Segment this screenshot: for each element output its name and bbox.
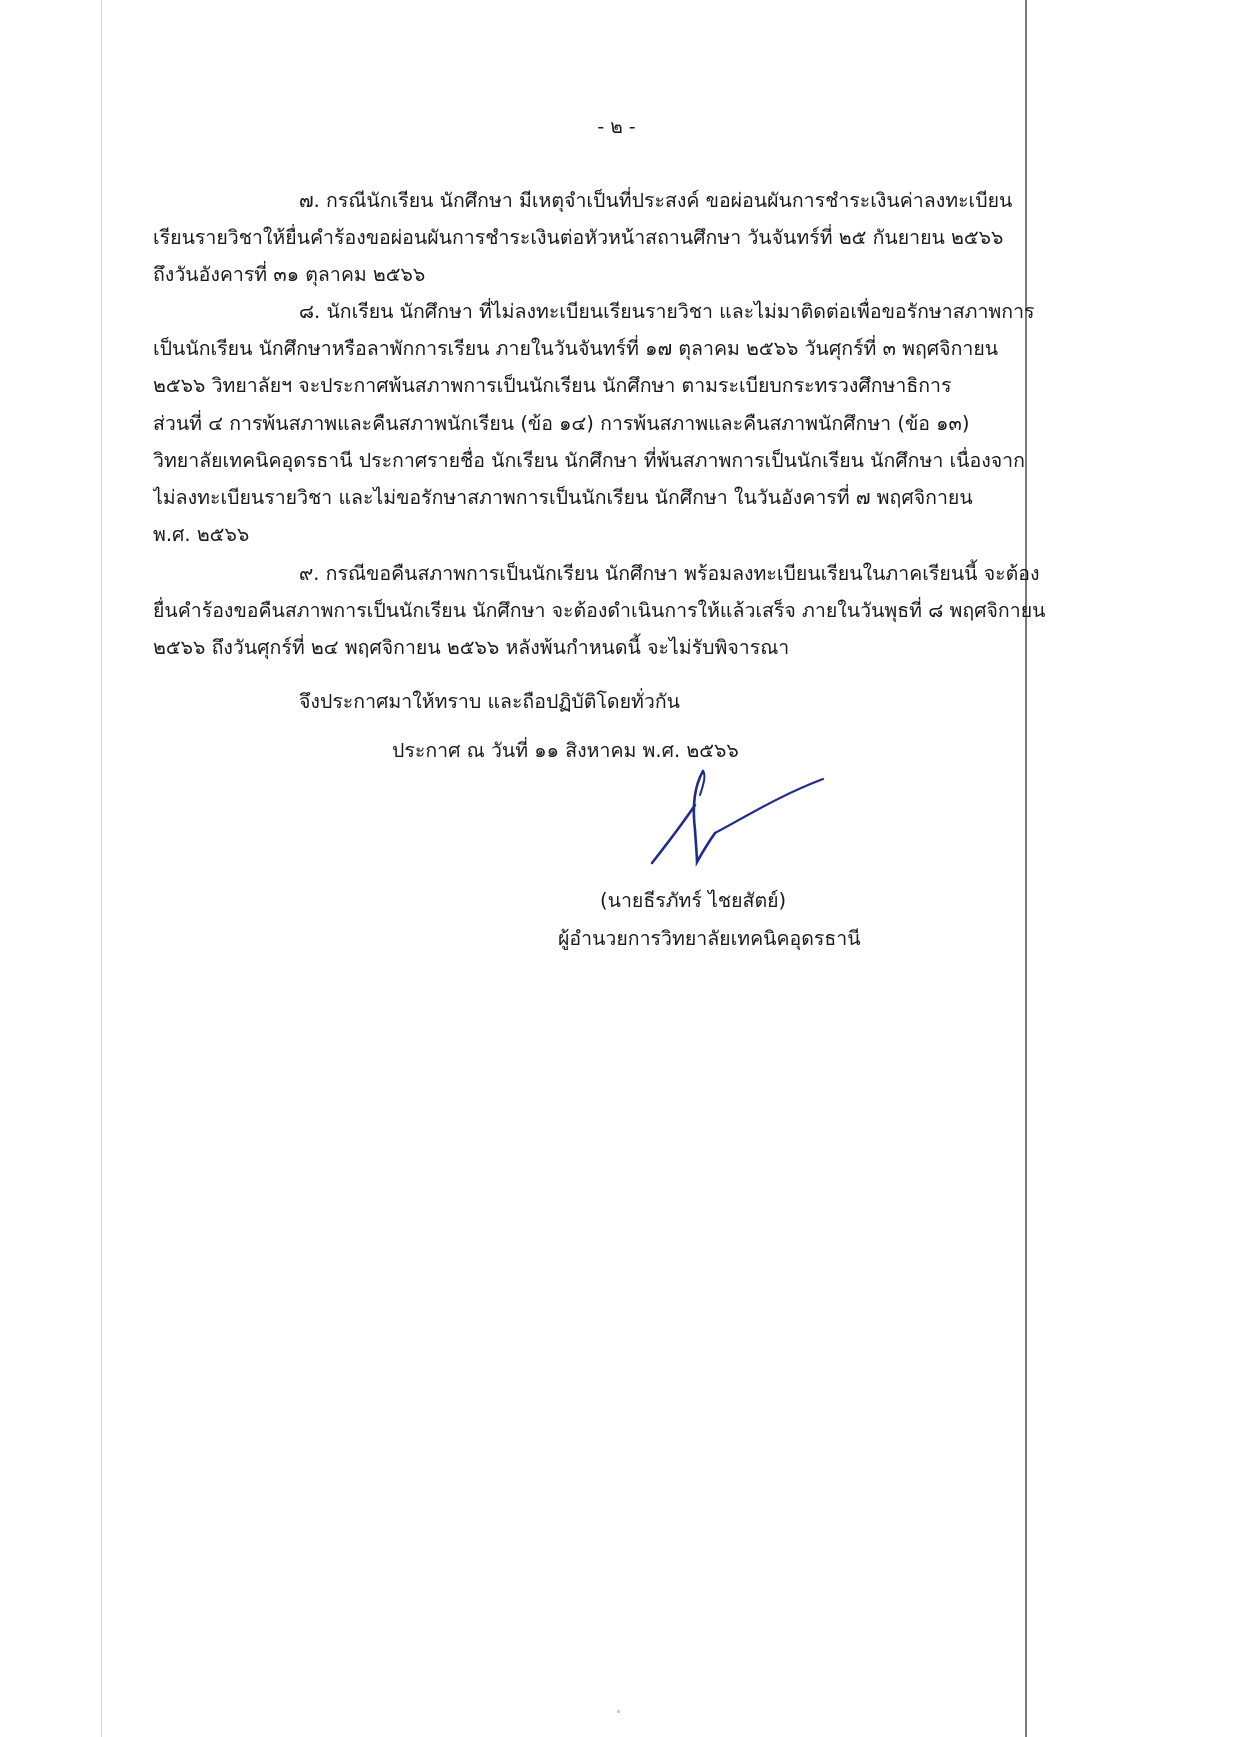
paragraph-line: ยื่นคำร้องขอคืนสภาพการเป็นนักเรียน นักศึกษา จะต้องดำเนินการให้แล้วเสร็จ ภายในวันพุธที่ ๘ พฤศจิกายน xyxy=(153,599,1046,623)
paragraph-7 xyxy=(153,182,1093,294)
paragraph-line: เรียนรายวิชาให้ยื่นคำร้องขอผ่อนผันการชำระเงินต่อหัวหน้าสถานศึกษา วันจันทร์ที่ ๒๕ กันยายน ๒๕๖๖ xyxy=(153,226,1004,250)
signer-name: (นายธีรภัทร์ ไชยสัตย์) xyxy=(600,889,787,912)
paragraph-line: วิทยาลัยเทคนิคอุดรธานี ประกาศรายชื่อ นักเรียน นักศึกษา ที่พ้นสภาพการเป็นนักเรียน นักศึกษา เนื่องจาก xyxy=(153,448,1025,472)
paragraph-line: เป็นนักเรียน นักศึกษาหรือลาพักการเรียน ภายในวันจันทร์ที่ ๑๗ ตุลาคม ๒๕๖๖ วันศุกร์ที่ ๓ พฤศจิกายน xyxy=(153,337,999,361)
closing-statement: จึงประกาศมาให้ทราบ และถือปฏิบัติโดยทั่วกัน xyxy=(299,690,680,713)
handwritten-signature xyxy=(640,765,830,875)
paragraph-line: ส่วนที่ ๔ การพ้นสภาพและคืนสภาพนักเรียน (ข้อ ๑๔) การพ้นสภาพและคืนสภาพนักศึกษา (ข้อ ๑๓) xyxy=(153,411,970,435)
scan-edge-left xyxy=(101,0,102,1737)
paragraph-line: ๘. นักเรียน นักศึกษา ที่ไม่ลงทะเบียนเรียนรายวิชา และไม่มาติดต่อเพื่อขอรักษาสภาพการ xyxy=(299,300,1035,323)
scan-speck xyxy=(617,1710,620,1713)
paragraph-line: ๒๕๖๖ วิทยาลัยฯ จะประกาศพ้นสภาพการเป็นนักเรียน นักศึกษา ตามระเบียบกระทรวงศึกษาธิการ xyxy=(153,374,952,398)
announcement-date: ประกาศ ณ วันที่ ๑๑ สิงหาคม พ.ศ. ๒๕๖๖ xyxy=(392,739,739,762)
paragraph-line: ๒๕๖๖ ถึงวันศุกร์ที่ ๒๔ พฤศจิกายน ๒๕๖๖ หลังพ้นกำหนดนี้ จะไม่รับพิจารณา xyxy=(153,636,790,660)
paragraph-9 xyxy=(153,555,1093,667)
paragraph-line: ๙. กรณีขอคืนสภาพการเป็นนักเรียน นักศึกษา พร้อมลงทะเบียนเรียนในภาคเรียนนี้ จะต้อง xyxy=(299,562,1040,585)
paragraph-8 xyxy=(153,293,1093,553)
paragraph-line: ๗. กรณีนักเรียน นักศึกษา มีเหตุจำเป็นที่ประสงค์ ขอผ่อนผันการชำระเงินค่าลงทะเบียน xyxy=(299,189,1013,212)
page-number: - ๒ - xyxy=(597,116,636,138)
paragraph-line: ถึงวันอังคารที่ ๓๑ ตุลาคม ๒๕๖๖ xyxy=(153,263,426,287)
signer-title: ผู้อำนวยการวิทยาลัยเทคนิคอุดรธานี xyxy=(558,927,861,950)
paragraph-line: ไม่ลงทะเบียนรายวิชา และไม่ขอรักษาสภาพการเป็นนักเรียน นักศึกษา ในวันอังคารที่ ๗ พฤศจิกายน xyxy=(153,486,973,510)
paragraph-line: พ.ศ. ๒๕๖๖ xyxy=(153,523,250,547)
